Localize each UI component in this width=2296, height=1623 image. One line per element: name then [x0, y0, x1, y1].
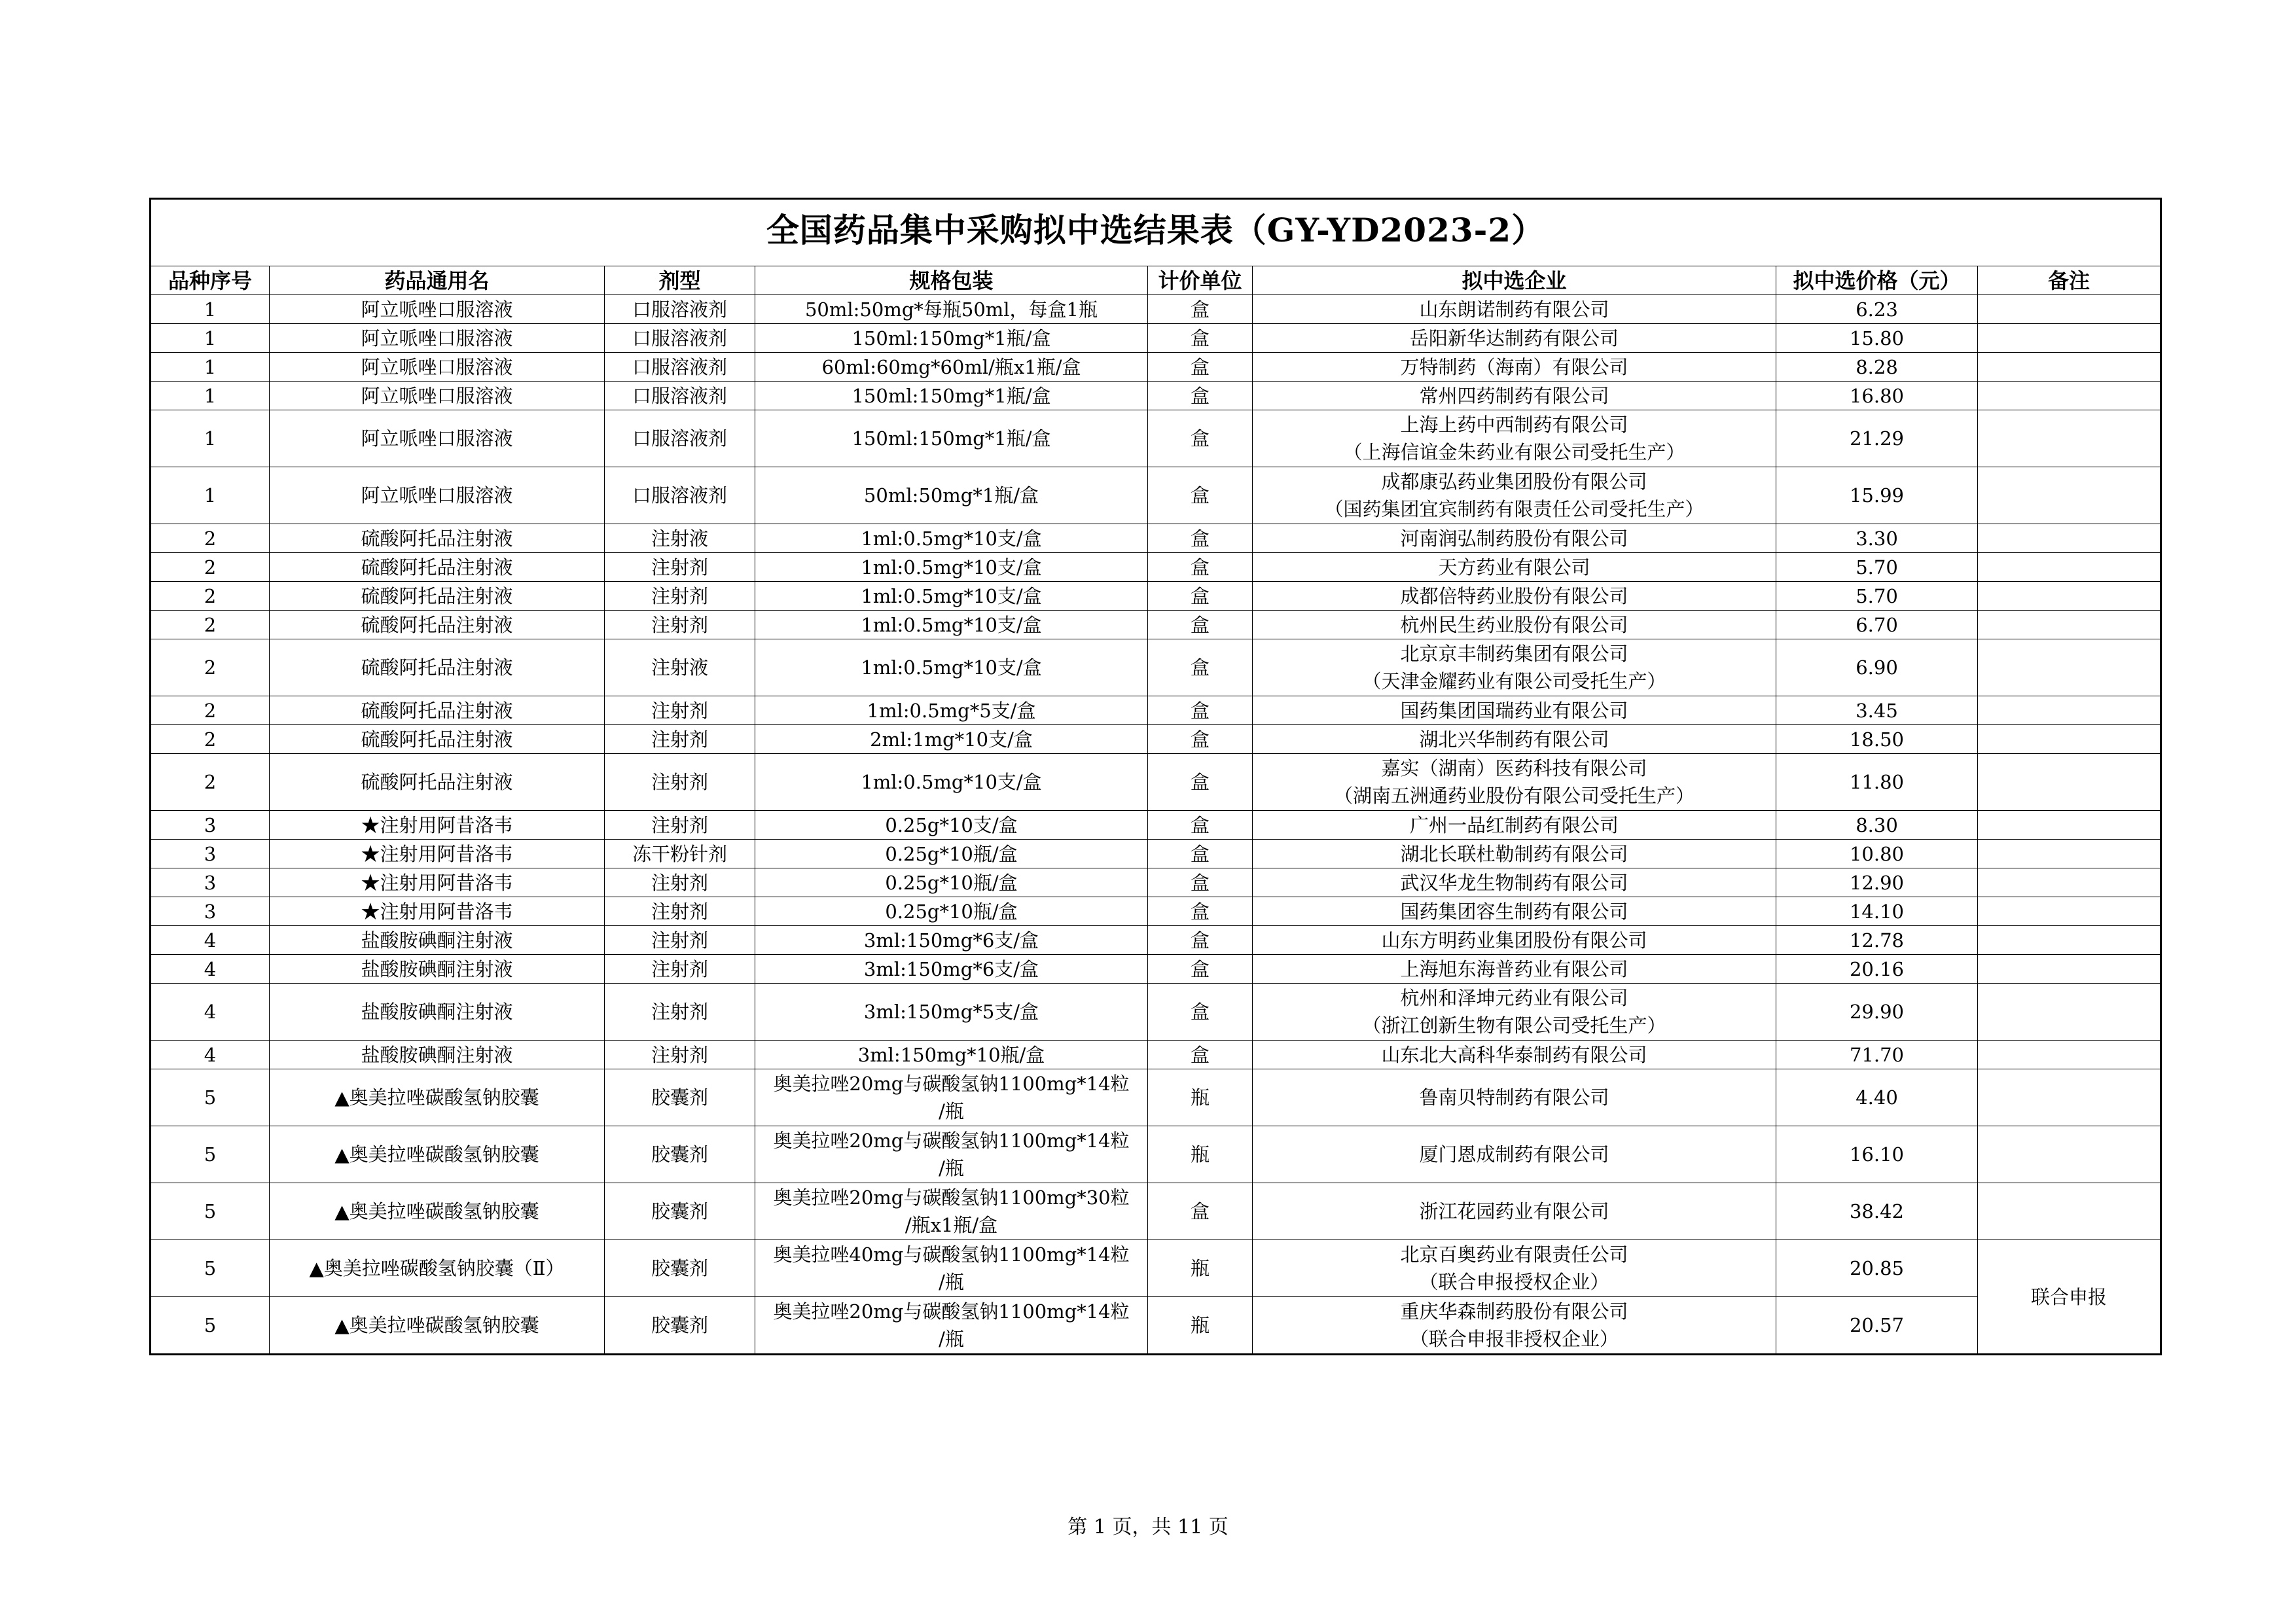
table-row [151, 840, 2161, 868]
cell-company-line2: （天津金耀药业有限公司受托生产） [1362, 670, 1666, 692]
table-row [151, 524, 2161, 553]
cell-unit: 盒 [1148, 811, 1253, 840]
cell-spec [755, 1126, 1148, 1183]
cell-form: 口服溶液剂 [605, 295, 755, 324]
table-row [151, 553, 2161, 582]
cell-form: 注射剂 [605, 611, 755, 639]
cell-unit: 盒 [1148, 582, 1253, 611]
cell-no: 2 [151, 725, 270, 754]
cell-name: ▲奥美拉唑碳酸氢钠胶囊（Ⅱ） [270, 1240, 605, 1297]
cell-unit: 瓶 [1148, 1069, 1253, 1126]
cell-no: 2 [151, 524, 270, 553]
cell-name: 阿立哌唑口服溶液 [270, 467, 605, 524]
table-row [151, 811, 2161, 840]
cell-remark [1978, 382, 2161, 410]
cell-remark [1978, 467, 2161, 524]
cell-company-line1: 嘉实（湖南）医药科技有限公司 [1381, 757, 1647, 779]
cell-no: 4 [151, 1041, 270, 1069]
cell-company [1253, 984, 1776, 1041]
table-row [151, 582, 2161, 611]
table-title-cell [151, 199, 2161, 266]
cell-company: 常州四药制药有限公司 [1253, 382, 1776, 410]
table-row [151, 897, 2161, 926]
cell-remark [1978, 696, 2161, 725]
header-form: 剂型 [605, 266, 755, 295]
cell-company: 成都倍特药业股份有限公司 [1253, 582, 1776, 611]
cell-remark [1978, 725, 2161, 754]
cell-name: 硫酸阿托品注射液 [270, 611, 605, 639]
cell-no: 1 [151, 410, 270, 467]
cell-no: 4 [151, 984, 270, 1041]
table-row [151, 353, 2161, 382]
cell-unit: 盒 [1148, 639, 1253, 696]
cell-no: 2 [151, 611, 270, 639]
cell-company: 岳阳新华达制药有限公司 [1253, 324, 1776, 353]
cell-no: 3 [151, 897, 270, 926]
cell-form: 注射剂 [605, 553, 755, 582]
cell-name: ★注射用阿昔洛韦 [270, 840, 605, 868]
cell-spec: 3ml:150mg*6支/盒 [755, 926, 1148, 955]
cell-no: 2 [151, 639, 270, 696]
cell-price: 8.28 [1776, 353, 1978, 382]
cell-name: 硫酸阿托品注射液 [270, 524, 605, 553]
cell-spec: 50ml:50mg*每瓶50ml，每盒1瓶 [755, 295, 1148, 324]
cell-spec: 3ml:150mg*5支/盒 [755, 984, 1148, 1041]
cell-price: 20.85 [1776, 1240, 1978, 1297]
table-row [151, 1069, 2161, 1126]
cell-price: 3.30 [1776, 524, 1978, 553]
cell-remark [1978, 353, 2161, 382]
cell-no: 4 [151, 955, 270, 984]
cell-price: 21.29 [1776, 410, 1978, 467]
cell-spec: 1ml:0.5mg*10支/盒 [755, 524, 1148, 553]
table-row [151, 754, 2161, 811]
cell-spec: 1ml:0.5mg*10支/盒 [755, 754, 1148, 811]
table-row [151, 1041, 2161, 1069]
cell-spec: 150ml:150mg*1瓶/盒 [755, 324, 1148, 353]
cell-company: 河南润弘制药股份有限公司 [1253, 524, 1776, 553]
page-footer: 第 1 页，共 11 页 [1067, 1516, 1229, 1539]
cell-company: 武汉华龙生物制药有限公司 [1253, 868, 1776, 897]
table-body [151, 295, 2161, 1355]
cell-price: 12.90 [1776, 868, 1978, 897]
cell-company-line2: （上海信谊金朱药业有限公司受托生产） [1343, 441, 1685, 463]
cell-name: 盐酸胺碘酮注射液 [270, 1041, 605, 1069]
cell-company: 万特制药（海南）有限公司 [1253, 353, 1776, 382]
cell-price: 38.42 [1776, 1183, 1978, 1240]
cell-form: 注射剂 [605, 897, 755, 926]
cell-form: 注射剂 [605, 984, 755, 1041]
cell-company-line2: （国药集团宜宾制药有限责任公司受托生产） [1324, 498, 1704, 520]
page-title: 全国药品集中采购拟中选结果表（GY-YD2023-2） [766, 211, 1545, 249]
cell-spec: 1ml:0.5mg*10支/盒 [755, 553, 1148, 582]
cell-price: 6.23 [1776, 295, 1978, 324]
cell-remark [1978, 811, 2161, 840]
cell-no: 5 [151, 1126, 270, 1183]
cell-form: 注射剂 [605, 696, 755, 725]
cell-spec: 150ml:150mg*1瓶/盒 [755, 382, 1148, 410]
cell-remark [1978, 639, 2161, 696]
cell-unit: 盒 [1148, 696, 1253, 725]
cell-unit: 盒 [1148, 467, 1253, 524]
cell-company: 国药集团国瑞药业有限公司 [1253, 696, 1776, 725]
header-price: 拟中选价格（元） [1776, 266, 1978, 295]
cell-form: 注射剂 [605, 868, 755, 897]
cell-spec [755, 1240, 1148, 1297]
cell-company-line2: （联合申报授权企业） [1419, 1271, 1609, 1293]
table-row [151, 926, 2161, 955]
cell-price: 6.90 [1776, 639, 1978, 696]
cell-spec: 150ml:150mg*1瓶/盒 [755, 410, 1148, 467]
cell-no: 1 [151, 353, 270, 382]
cell-price: 3.45 [1776, 696, 1978, 725]
cell-unit: 瓶 [1148, 1240, 1253, 1297]
table-row [151, 467, 2161, 524]
cell-spec: 0.25g*10瓶/盒 [755, 868, 1148, 897]
cell-no: 2 [151, 582, 270, 611]
cell-company-line2: （浙江创新生物有限公司受托生产） [1362, 1014, 1666, 1037]
cell-price: 29.90 [1776, 984, 1978, 1041]
cell-spec-line2: /瓶 [939, 1157, 964, 1179]
cell-price: 4.40 [1776, 1069, 1978, 1126]
cell-remark [1978, 1183, 2161, 1240]
cell-name: 阿立哌唑口服溶液 [270, 295, 605, 324]
cell-unit: 盒 [1148, 524, 1253, 553]
cell-name: ★注射用阿昔洛韦 [270, 868, 605, 897]
cell-spec-line2: /瓶 [939, 1271, 964, 1293]
cell-form: 胶囊剂 [605, 1297, 755, 1355]
cell-company [1253, 467, 1776, 524]
cell-unit: 盒 [1148, 955, 1253, 984]
cell-no: 1 [151, 295, 270, 324]
table-row [151, 410, 2161, 467]
cell-company: 浙江花园药业有限公司 [1253, 1183, 1776, 1240]
cell-remark [1978, 410, 2161, 467]
cell-unit: 盒 [1148, 295, 1253, 324]
cell-remark [1978, 754, 2161, 811]
cell-name: ▲奥美拉唑碳酸氢钠胶囊 [270, 1126, 605, 1183]
cell-no: 1 [151, 467, 270, 524]
cell-remark [1978, 926, 2161, 955]
table-row [151, 295, 2161, 324]
cell-spec: 2ml:1mg*10支/盒 [755, 725, 1148, 754]
cell-spec: 0.25g*10瓶/盒 [755, 897, 1148, 926]
header-unit: 计价单位 [1148, 266, 1253, 295]
cell-spec: 1ml:0.5mg*5支/盒 [755, 696, 1148, 725]
cell-spec: 60ml:60mg*60ml/瓶x1瓶/盒 [755, 353, 1148, 382]
cell-unit: 盒 [1148, 611, 1253, 639]
table-row [151, 639, 2161, 696]
cell-no: 2 [151, 754, 270, 811]
cell-remark [1978, 524, 2161, 553]
cell-unit: 盒 [1148, 1183, 1253, 1240]
cell-form: 胶囊剂 [605, 1126, 755, 1183]
cell-company-line2: （联合申报非授权企业） [1409, 1328, 1619, 1350]
cell-spec-line2: /瓶 [939, 1100, 964, 1122]
cell-name: 硫酸阿托品注射液 [270, 639, 605, 696]
cell-name: 盐酸胺碘酮注射液 [270, 984, 605, 1041]
cell-form: 注射液 [605, 524, 755, 553]
cell-no: 5 [151, 1069, 270, 1126]
cell-name: 硫酸阿托品注射液 [270, 725, 605, 754]
cell-remark [1978, 984, 2161, 1041]
header-name: 药品通用名 [270, 266, 605, 295]
cell-spec-line2: /瓶x1瓶/盒 [905, 1214, 998, 1236]
table-row [151, 725, 2161, 754]
cell-name: ★注射用阿昔洛韦 [270, 811, 605, 840]
cell-spec-line1: 奥美拉唑20mg与碳酸氢钠1100mg*14粒 [773, 1073, 1130, 1095]
cell-price: 12.78 [1776, 926, 1978, 955]
cell-remark [1978, 295, 2161, 324]
table-row [151, 868, 2161, 897]
table-row [151, 382, 2161, 410]
cell-unit: 盒 [1148, 840, 1253, 868]
cell-price: 5.70 [1776, 553, 1978, 582]
cell-form: 冻干粉针剂 [605, 840, 755, 868]
cell-name: 阿立哌唑口服溶液 [270, 410, 605, 467]
cell-remark [1978, 955, 2161, 984]
cell-price: 71.70 [1776, 1041, 1978, 1069]
cell-form: 注射剂 [605, 725, 755, 754]
cell-company [1253, 410, 1776, 467]
cell-remark [1978, 1126, 2161, 1183]
cell-form: 口服溶液剂 [605, 353, 755, 382]
cell-form: 胶囊剂 [605, 1183, 755, 1240]
cell-price: 15.99 [1776, 467, 1978, 524]
cell-company: 杭州民生药业股份有限公司 [1253, 611, 1776, 639]
header-remark: 备注 [1978, 266, 2161, 295]
cell-unit: 瓶 [1148, 1126, 1253, 1183]
cell-company: 山东方明药业集团股份有限公司 [1253, 926, 1776, 955]
cell-company: 湖北长联杜勒制药有限公司 [1253, 840, 1776, 868]
cell-unit: 盒 [1148, 410, 1253, 467]
cell-company: 上海旭东海普药业有限公司 [1253, 955, 1776, 984]
cell-company-line1: 成都康弘药业集团股份有限公司 [1381, 471, 1647, 493]
cell-price: 11.80 [1776, 754, 1978, 811]
table-row [151, 1126, 2161, 1183]
table-row [151, 955, 2161, 984]
cell-name: ★注射用阿昔洛韦 [270, 897, 605, 926]
cell-remark [1978, 897, 2161, 926]
cell-name: ▲奥美拉唑碳酸氢钠胶囊 [270, 1183, 605, 1240]
cell-spec: 50ml:50mg*1瓶/盒 [755, 467, 1148, 524]
cell-form: 注射剂 [605, 955, 755, 984]
cell-spec-line2: /瓶 [939, 1328, 964, 1350]
cell-unit: 盒 [1148, 382, 1253, 410]
cell-company-line2: （湖南五洲通药业股份有限公司受托生产） [1333, 785, 1695, 807]
cell-form: 注射剂 [605, 926, 755, 955]
cell-unit: 盒 [1148, 868, 1253, 897]
cell-form: 注射剂 [605, 811, 755, 840]
cell-no: 5 [151, 1183, 270, 1240]
cell-no: 1 [151, 324, 270, 353]
cell-unit: 盒 [1148, 324, 1253, 353]
cell-spec-line1: 奥美拉唑20mg与碳酸氢钠1100mg*30粒 [773, 1186, 1130, 1209]
cell-form: 注射液 [605, 639, 755, 696]
cell-form: 注射剂 [605, 754, 755, 811]
cell-spec [755, 1069, 1148, 1126]
cell-spec-line1: 奥美拉唑40mg与碳酸氢钠1100mg*14粒 [773, 1243, 1130, 1266]
results-table [149, 198, 2162, 1355]
cell-name: 阿立哌唑口服溶液 [270, 324, 605, 353]
cell-remark-merged: 联合申报 [1978, 1240, 2161, 1355]
cell-company-line1: 北京百奥药业有限责任公司 [1400, 1243, 1628, 1266]
header-row [151, 266, 2161, 295]
cell-form: 口服溶液剂 [605, 382, 755, 410]
cell-unit: 盒 [1148, 754, 1253, 811]
cell-spec-line1: 奥美拉唑20mg与碳酸氢钠1100mg*14粒 [773, 1130, 1130, 1152]
cell-company-line1: 重庆华森制药股份有限公司 [1400, 1300, 1628, 1323]
table-row [151, 611, 2161, 639]
cell-name: 硫酸阿托品注射液 [270, 754, 605, 811]
cell-name: 盐酸胺碘酮注射液 [270, 955, 605, 984]
cell-form: 胶囊剂 [605, 1069, 755, 1126]
cell-unit: 盒 [1148, 725, 1253, 754]
cell-spec [755, 1297, 1148, 1355]
cell-company: 山东朗诺制药有限公司 [1253, 295, 1776, 324]
cell-company: 湖北兴华制药有限公司 [1253, 725, 1776, 754]
cell-no: 4 [151, 926, 270, 955]
cell-spec: 1ml:0.5mg*10支/盒 [755, 639, 1148, 696]
cell-price: 20.57 [1776, 1297, 1978, 1355]
table-row [151, 1297, 2161, 1355]
cell-name: ▲奥美拉唑碳酸氢钠胶囊 [270, 1069, 605, 1126]
cell-price: 10.80 [1776, 840, 1978, 868]
cell-no: 3 [151, 840, 270, 868]
cell-unit: 盒 [1148, 553, 1253, 582]
cell-name: 阿立哌唑口服溶液 [270, 382, 605, 410]
cell-name: 硫酸阿托品注射液 [270, 553, 605, 582]
cell-company: 国药集团容生制药有限公司 [1253, 897, 1776, 926]
cell-name: 盐酸胺碘酮注射液 [270, 926, 605, 955]
cell-form: 口服溶液剂 [605, 324, 755, 353]
cell-price: 16.10 [1776, 1126, 1978, 1183]
cell-remark [1978, 1041, 2161, 1069]
cell-spec: 3ml:150mg*6支/盒 [755, 955, 1148, 984]
cell-company: 鲁南贝特制药有限公司 [1253, 1069, 1776, 1126]
cell-name: 硫酸阿托品注射液 [270, 582, 605, 611]
cell-form: 胶囊剂 [605, 1240, 755, 1297]
cell-unit: 盒 [1148, 984, 1253, 1041]
cell-no: 5 [151, 1297, 270, 1355]
cell-price: 20.16 [1776, 955, 1978, 984]
table-row [151, 1183, 2161, 1240]
cell-unit: 瓶 [1148, 1297, 1253, 1355]
cell-spec: 0.25g*10支/盒 [755, 811, 1148, 840]
cell-price: 18.50 [1776, 725, 1978, 754]
cell-company: 天方药业有限公司 [1253, 553, 1776, 582]
table-row [151, 696, 2161, 725]
cell-company [1253, 1297, 1776, 1355]
cell-company-line1: 杭州和泽坤元药业有限公司 [1400, 987, 1628, 1009]
cell-form: 注射剂 [605, 1041, 755, 1069]
cell-price: 15.80 [1776, 324, 1978, 353]
cell-remark [1978, 840, 2161, 868]
cell-company [1253, 1240, 1776, 1297]
cell-name: 阿立哌唑口服溶液 [270, 353, 605, 382]
cell-price: 8.30 [1776, 811, 1978, 840]
cell-remark [1978, 582, 2161, 611]
table-row [151, 984, 2161, 1041]
cell-remark [1978, 324, 2161, 353]
cell-company [1253, 754, 1776, 811]
cell-no: 3 [151, 811, 270, 840]
cell-remark [1978, 1069, 2161, 1126]
cell-price: 5.70 [1776, 582, 1978, 611]
header-spec: 规格包装 [755, 266, 1148, 295]
cell-no: 2 [151, 696, 270, 725]
cell-company: 山东北大高科华泰制药有限公司 [1253, 1041, 1776, 1069]
cell-name: 硫酸阿托品注射液 [270, 696, 605, 725]
cell-unit: 盒 [1148, 897, 1253, 926]
header-company: 拟中选企业 [1253, 266, 1776, 295]
cell-spec: 1ml:0.5mg*10支/盒 [755, 582, 1148, 611]
cell-remark [1978, 868, 2161, 897]
cell-name: ▲奥美拉唑碳酸氢钠胶囊 [270, 1297, 605, 1355]
cell-no: 3 [151, 868, 270, 897]
cell-company [1253, 639, 1776, 696]
cell-unit: 盒 [1148, 926, 1253, 955]
cell-spec: 3ml:150mg*10瓶/盒 [755, 1041, 1148, 1069]
cell-spec [755, 1183, 1148, 1240]
cell-company: 广州一品红制药有限公司 [1253, 811, 1776, 840]
cell-spec-line1: 奥美拉唑20mg与碳酸氢钠1100mg*14粒 [773, 1300, 1130, 1323]
cell-company-line1: 上海上药中西制药有限公司 [1400, 414, 1628, 436]
cell-unit: 盒 [1148, 1041, 1253, 1069]
cell-company: 厦门恩成制药有限公司 [1253, 1126, 1776, 1183]
cell-form: 口服溶液剂 [605, 467, 755, 524]
cell-company-line1: 北京京丰制药集团有限公司 [1400, 643, 1628, 665]
cell-no: 1 [151, 382, 270, 410]
cell-form: 注射剂 [605, 582, 755, 611]
cell-no: 2 [151, 553, 270, 582]
cell-price: 14.10 [1776, 897, 1978, 926]
table-row [151, 324, 2161, 353]
cell-price: 6.70 [1776, 611, 1978, 639]
table-row [151, 1240, 2161, 1297]
cell-form: 口服溶液剂 [605, 410, 755, 467]
cell-price: 16.80 [1776, 382, 1978, 410]
cell-unit: 盒 [1148, 353, 1253, 382]
header-no: 品种序号 [151, 266, 270, 295]
cell-no: 5 [151, 1240, 270, 1297]
cell-spec: 1ml:0.5mg*10支/盒 [755, 611, 1148, 639]
cell-remark [1978, 611, 2161, 639]
cell-spec: 0.25g*10瓶/盒 [755, 840, 1148, 868]
cell-remark [1978, 553, 2161, 582]
